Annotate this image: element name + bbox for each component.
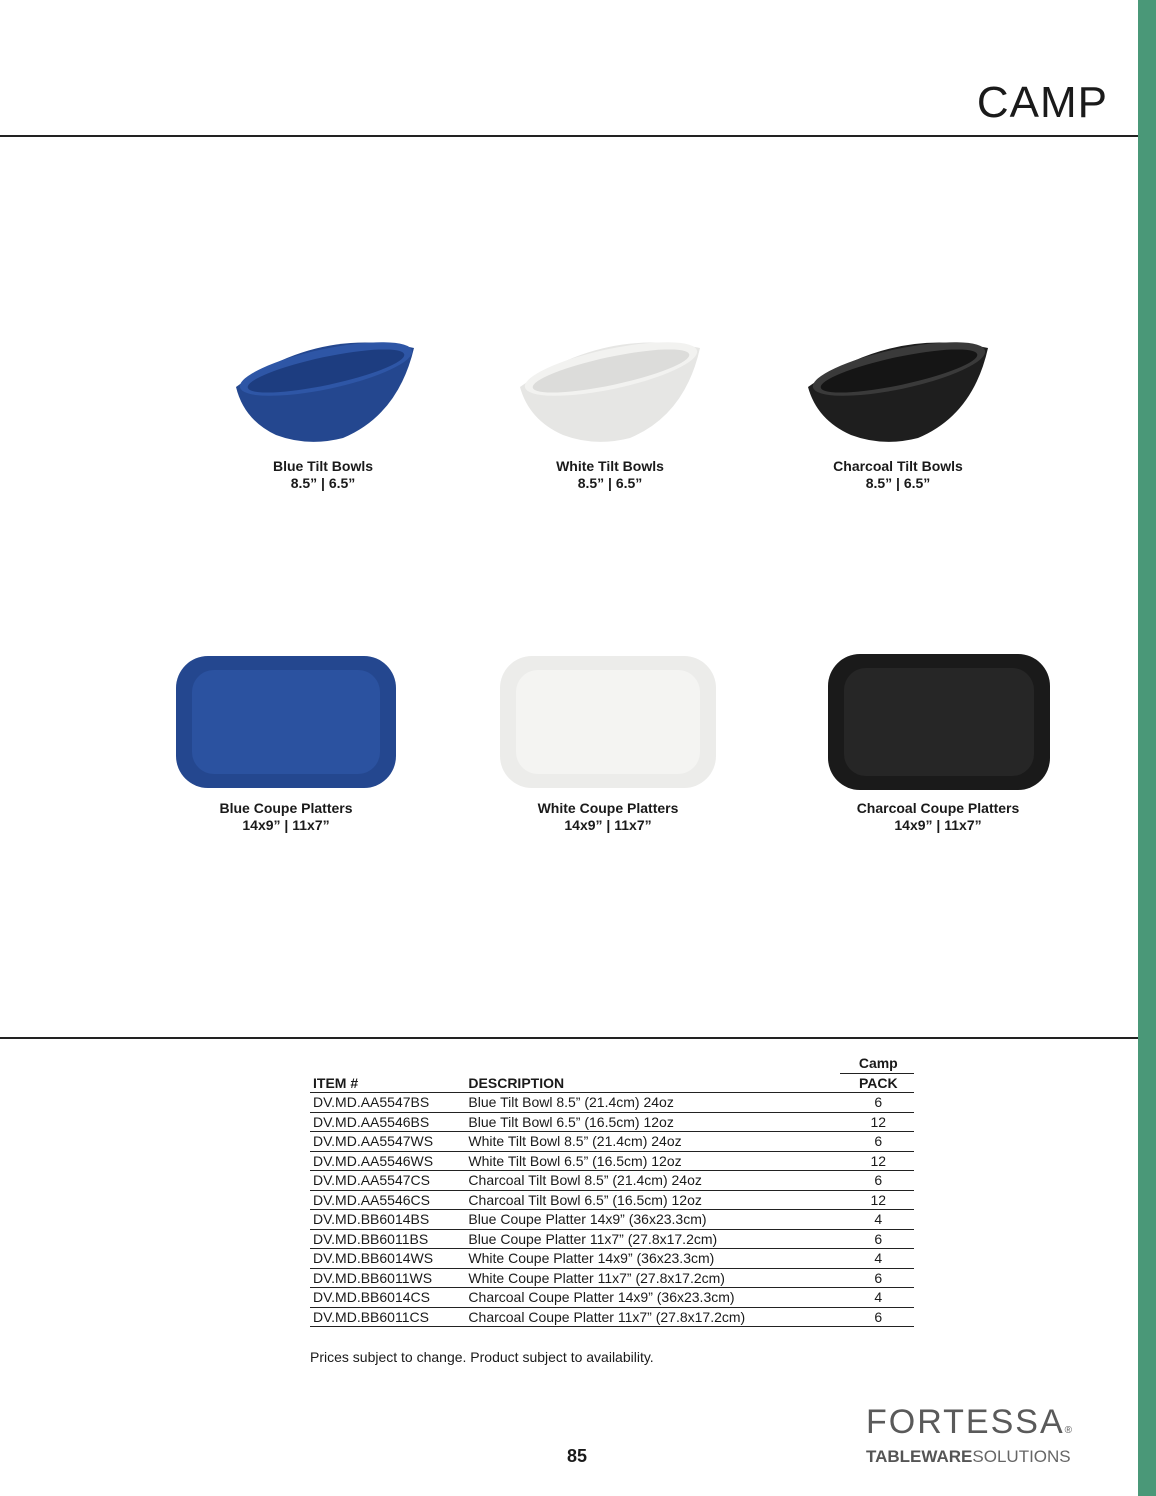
- white-coupe-platter-image: [492, 652, 724, 792]
- product-sizes: 14x9” | 11x7”: [242, 817, 330, 833]
- product-sizes: 14x9” | 11x7”: [894, 817, 982, 833]
- item-description: Charcoal Tilt Bowl 6.5” (16.5cm) 12oz: [465, 1190, 839, 1210]
- item-number: DV.MD.AA5546WS: [310, 1151, 465, 1171]
- header-item: ITEM #: [310, 1073, 465, 1093]
- product-name: White Tilt Bowls: [556, 458, 664, 474]
- item-description: Blue Coupe Platter 14x9” (36x23.3cm): [465, 1210, 839, 1230]
- header-divider: [0, 135, 1138, 137]
- product-card: [822, 652, 1054, 834]
- item-description: White Tilt Bowl 8.5” (21.4cm) 24oz: [465, 1132, 839, 1152]
- product-name: Charcoal Coupe Platters: [856, 800, 1020, 816]
- item-number: DV.MD.AA5546CS: [310, 1190, 465, 1210]
- group-label: Camp: [840, 1054, 914, 1073]
- product-card: [208, 335, 438, 492]
- item-pack: 6: [840, 1171, 914, 1191]
- item-description: Blue Tilt Bowl 8.5” (21.4cm) 24oz: [465, 1093, 839, 1113]
- blue-coupe-platter-image: [170, 652, 402, 792]
- product-name: Charcoal Tilt Bowls: [833, 458, 963, 474]
- table-row: [310, 1190, 914, 1210]
- item-number: DV.MD.AA5547WS: [310, 1132, 465, 1152]
- item-description: White Tilt Bowl 6.5” (16.5cm) 12oz: [465, 1151, 839, 1171]
- logo-tagline-bold: TABLEWARE: [866, 1447, 973, 1466]
- product-sizes: 8.5” | 6.5”: [577, 475, 643, 491]
- item-pack: 6: [840, 1268, 914, 1288]
- item-number: DV.MD.AA5546BS: [310, 1112, 465, 1132]
- product-sizes: 8.5” | 6.5”: [865, 475, 931, 491]
- table-row: [310, 1093, 914, 1113]
- item-number: DV.MD.BB6011WS: [310, 1268, 465, 1288]
- table-row: [310, 1288, 914, 1308]
- item-number: DV.MD.BB6014WS: [310, 1249, 465, 1269]
- disclaimer-note: Prices subject to change. Product subject to availability.: [310, 1349, 654, 1365]
- table-row: [310, 1210, 914, 1230]
- white-tilt-bowl-image: [495, 335, 725, 450]
- product-sizes: 8.5” | 6.5”: [290, 475, 356, 491]
- item-pack: 12: [840, 1190, 914, 1210]
- product-name: Blue Coupe Platters: [219, 800, 353, 816]
- header-description: DESCRIPTION: [465, 1073, 839, 1093]
- item-number: DV.MD.BB6011BS: [310, 1229, 465, 1249]
- table-row: [310, 1268, 914, 1288]
- table-row: [310, 1307, 914, 1327]
- item-pack: 6: [840, 1093, 914, 1113]
- item-pack: 12: [840, 1112, 914, 1132]
- logo-tagline-light: SOLUTIONS: [972, 1447, 1071, 1466]
- table-group-row: [310, 1054, 914, 1073]
- item-description: Blue Tilt Bowl 6.5” (16.5cm) 12oz: [465, 1112, 839, 1132]
- item-description: White Coupe Platter 14x9” (36x23.3cm): [465, 1249, 839, 1269]
- table-row: [310, 1112, 914, 1132]
- charcoal-tilt-bowl-image: [783, 335, 1013, 450]
- item-pack: 4: [840, 1288, 914, 1308]
- table-header-row: [310, 1073, 914, 1093]
- item-pack: 4: [840, 1249, 914, 1269]
- item-pack: 6: [840, 1229, 914, 1249]
- product-sizes: 14x9” | 11x7”: [564, 817, 652, 833]
- page-number: 85: [567, 1446, 588, 1466]
- item-number: DV.MD.AA5547BS: [310, 1093, 465, 1113]
- item-number: DV.MD.BB6014BS: [310, 1210, 465, 1230]
- item-description: Blue Coupe Platter 11x7” (27.8x17.2cm): [465, 1229, 839, 1249]
- blue-tilt-bowl-image: [208, 335, 438, 450]
- product-name: White Coupe Platters: [537, 800, 679, 816]
- accent-side-bar: [1138, 0, 1156, 1496]
- product-card: [170, 652, 402, 834]
- table-row: [310, 1171, 914, 1191]
- item-pack: 6: [840, 1307, 914, 1327]
- charcoal-coupe-platter-image: [822, 652, 1054, 792]
- item-description: Charcoal Coupe Platter 14x9” (36x23.3cm): [465, 1288, 839, 1308]
- section-divider: [0, 1037, 1138, 1039]
- brand-logo: [866, 1405, 1096, 1466]
- spec-table: [310, 1054, 914, 1327]
- item-number: DV.MD.AA5547CS: [310, 1171, 465, 1191]
- table-row: [310, 1132, 914, 1152]
- registered-mark: ®: [1064, 1425, 1075, 1436]
- product-card: [783, 335, 1013, 492]
- page-title: CAMP: [976, 78, 1108, 127]
- item-description: White Coupe Platter 11x7” (27.8x17.2cm): [465, 1268, 839, 1288]
- logo-wordmark: FORTESSA: [866, 1403, 1065, 1441]
- product-card: [492, 652, 724, 834]
- item-description: Charcoal Tilt Bowl 8.5” (21.4cm) 24oz: [465, 1171, 839, 1191]
- item-description: Charcoal Coupe Platter 11x7” (27.8x17.2cm): [465, 1307, 839, 1327]
- item-number: DV.MD.BB6014CS: [310, 1288, 465, 1308]
- table-row: [310, 1249, 914, 1269]
- product-card: [495, 335, 725, 492]
- item-pack: 4: [840, 1210, 914, 1230]
- item-pack: 6: [840, 1132, 914, 1152]
- table-row: [310, 1229, 914, 1249]
- product-name: Blue Tilt Bowls: [272, 458, 374, 474]
- item-pack: 12: [840, 1151, 914, 1171]
- header-pack: PACK: [840, 1073, 914, 1093]
- item-number: DV.MD.BB6011CS: [310, 1307, 465, 1327]
- table-row: [310, 1151, 914, 1171]
